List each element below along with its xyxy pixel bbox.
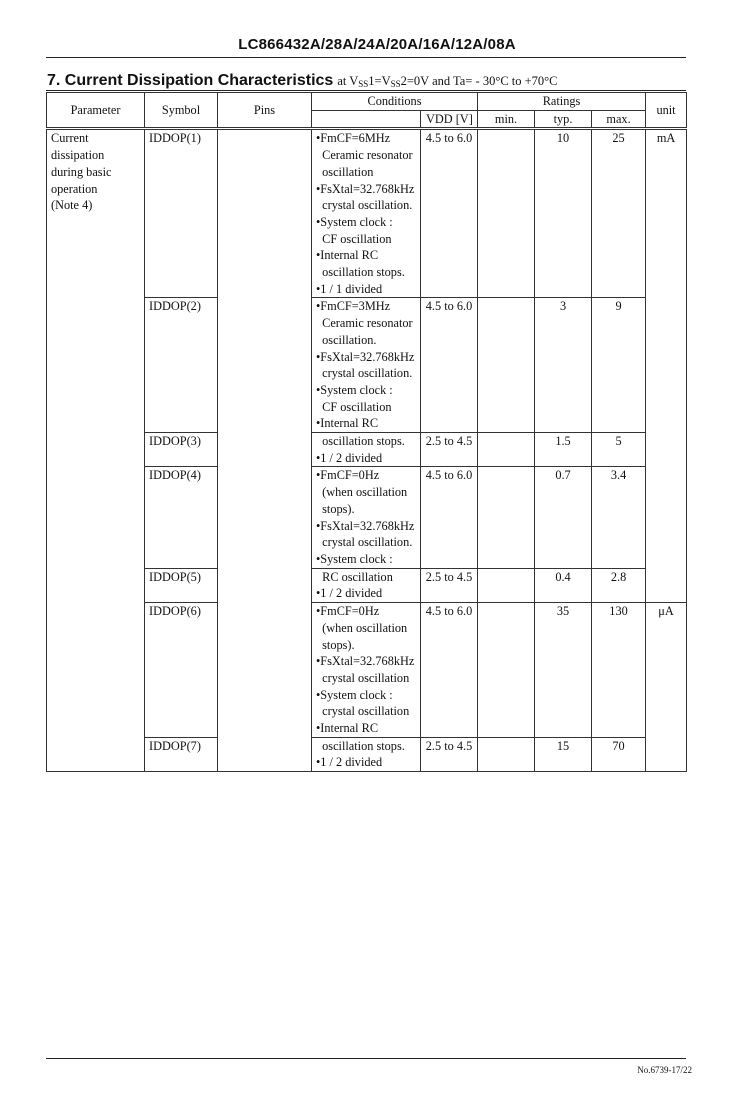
symbol-cell: IDDOP(6) xyxy=(145,603,218,738)
condition-line: (when oscillation xyxy=(316,620,408,635)
vdd-cell: 2.5 to 4.5 xyxy=(421,433,478,467)
vdd-cell: 4.5 to 6.0 xyxy=(421,603,478,738)
conditions-cell xyxy=(312,568,421,602)
symbol-cell: IDDOP(3) xyxy=(145,433,218,467)
section-heading xyxy=(47,72,558,90)
vdd-cell: 4.5 to 6.0 xyxy=(421,129,478,298)
typ-cell: 1.5 xyxy=(535,433,592,467)
min-cell xyxy=(478,737,535,771)
condition-line: •System clock : xyxy=(316,687,393,702)
condition-line: •System clock : xyxy=(316,382,393,397)
conditions-cell xyxy=(312,737,421,771)
condition-line: oscillation stops. xyxy=(316,738,405,753)
footer-rule xyxy=(46,1058,686,1059)
typ-cell: 15 xyxy=(535,737,592,771)
header-conditions: Conditions xyxy=(312,93,478,111)
condition-line: (when oscillation xyxy=(316,485,408,500)
symbol-cell: IDDOP(2) xyxy=(145,298,218,433)
min-cell xyxy=(478,433,535,467)
vdd-cell: 4.5 to 6.0 xyxy=(421,298,478,433)
header-parameter: Parameter xyxy=(47,93,145,129)
typ-cell: 10 xyxy=(535,129,592,298)
condition-line: •1 / 2 divided xyxy=(316,755,383,770)
max-cell: 2.8 xyxy=(592,568,646,602)
max-cell: 5 xyxy=(592,433,646,467)
conditions-cell xyxy=(312,433,421,467)
typ-cell: 35 xyxy=(535,603,592,738)
condition-line: •FsXtal=32.768kHz xyxy=(316,349,415,364)
condition-line: CF oscillation xyxy=(316,231,392,246)
conditions-cell xyxy=(312,129,421,298)
section-title: 7. Current Dissipation Characteristics xyxy=(47,72,334,89)
typ-cell: 3 xyxy=(535,298,592,433)
unit-cell: mA xyxy=(646,129,687,603)
condition-line: •Internal RC xyxy=(316,721,379,736)
table-row xyxy=(47,129,687,298)
condition-line: •Internal RC xyxy=(316,416,379,431)
header-max: max. xyxy=(592,110,646,129)
typ-cell: 0.7 xyxy=(535,467,592,568)
page-number: No.6739-17/22 xyxy=(637,1065,692,1075)
min-cell xyxy=(478,129,535,298)
condition-line: •FmCF=3MHz xyxy=(316,299,391,314)
min-cell xyxy=(478,467,535,568)
condition-line: oscillation stops. xyxy=(316,434,405,449)
table-body xyxy=(47,129,687,772)
header-rule xyxy=(46,57,686,58)
header-typ: typ. xyxy=(535,110,592,129)
vdd-cell: 2.5 to 4.5 xyxy=(421,568,478,602)
condition-line: oscillation. xyxy=(316,332,377,347)
condition-line: oscillation stops. xyxy=(316,265,405,280)
pins-cell xyxy=(218,129,312,772)
symbol-cell: IDDOP(4) xyxy=(145,467,218,568)
current-dissipation-table xyxy=(46,92,687,772)
condition-line: stops). xyxy=(316,501,355,516)
document-header-title: LC866432A/28A/24A/20A/16A/12A/08A xyxy=(238,36,516,53)
condition-line: CF oscillation xyxy=(316,399,392,414)
condition-line: crystal oscillation. xyxy=(316,535,413,550)
condition-line: oscillation xyxy=(316,164,374,179)
vdd-cell: 4.5 to 6.0 xyxy=(421,467,478,568)
header-conditions-spacer xyxy=(312,110,421,129)
condition-line: crystal oscillation. xyxy=(316,198,413,213)
section-rule xyxy=(46,90,686,91)
condition-line: RC oscillation xyxy=(316,569,393,584)
condition-line: •FsXtal=32.768kHz xyxy=(316,654,415,669)
vdd-cell: 2.5 to 4.5 xyxy=(421,737,478,771)
condition-line: •System clock : xyxy=(316,551,393,566)
max-cell: 70 xyxy=(592,737,646,771)
symbol-cell: IDDOP(7) xyxy=(145,737,218,771)
condition-line: Ceramic resonator xyxy=(316,316,413,331)
header-symbol: Symbol xyxy=(145,93,218,129)
header-unit: unit xyxy=(646,93,687,129)
condition-line: crystal oscillation xyxy=(316,704,410,719)
condition-line: •FmCF=0Hz xyxy=(316,604,380,619)
max-cell: 9 xyxy=(592,298,646,433)
condition-line: •1 / 1 divided xyxy=(316,281,383,296)
symbol-cell: IDDOP(1) xyxy=(145,129,218,298)
typ-cell: 0.4 xyxy=(535,568,592,602)
min-cell xyxy=(478,298,535,433)
max-cell: 130 xyxy=(592,603,646,738)
symbol-cell: IDDOP(5) xyxy=(145,568,218,602)
parameter-line: Current xyxy=(51,131,89,146)
condition-line: crystal oscillation xyxy=(316,670,410,685)
header-vdd: VDD [V] xyxy=(421,110,478,129)
parameter-line: dissipation xyxy=(51,148,105,163)
condition-line: Ceramic resonator xyxy=(316,148,413,163)
parameter-line: operation xyxy=(51,181,98,196)
condition-line: •Internal RC xyxy=(316,248,379,263)
section-conditions: at $V_{SS}1=V_{SS}2=0V$ and Ta= - 30°C to +70°C xyxy=(337,74,558,89)
condition-line: •1 / 2 divided xyxy=(316,586,383,601)
parameter-cell xyxy=(47,129,145,772)
max-cell: 25 xyxy=(592,129,646,298)
header-pins: Pins xyxy=(218,93,312,129)
parameter-line: (Note 4) xyxy=(51,198,93,213)
min-cell xyxy=(478,603,535,738)
condition-line: stops). xyxy=(316,637,355,652)
conditions-cell xyxy=(312,467,421,568)
condition-line: •1 / 2 divided xyxy=(316,450,383,465)
min-cell xyxy=(478,568,535,602)
condition-line: •FsXtal=32.768kHz xyxy=(316,181,415,196)
header-ratings: Ratings xyxy=(478,93,646,111)
condition-line: •FmCF=0Hz xyxy=(316,468,380,483)
condition-line: •FmCF=6MHz xyxy=(316,131,391,146)
max-cell: 3.4 xyxy=(592,467,646,568)
condition-line: crystal oscillation. xyxy=(316,366,413,381)
unit-cell: μA xyxy=(646,603,687,772)
conditions-cell xyxy=(312,603,421,738)
header-min: min. xyxy=(478,110,535,129)
condition-line: •System clock : xyxy=(316,214,393,229)
conditions-cell xyxy=(312,298,421,433)
condition-line: •FsXtal=32.768kHz xyxy=(316,518,415,533)
parameter-line: during basic xyxy=(51,164,112,179)
